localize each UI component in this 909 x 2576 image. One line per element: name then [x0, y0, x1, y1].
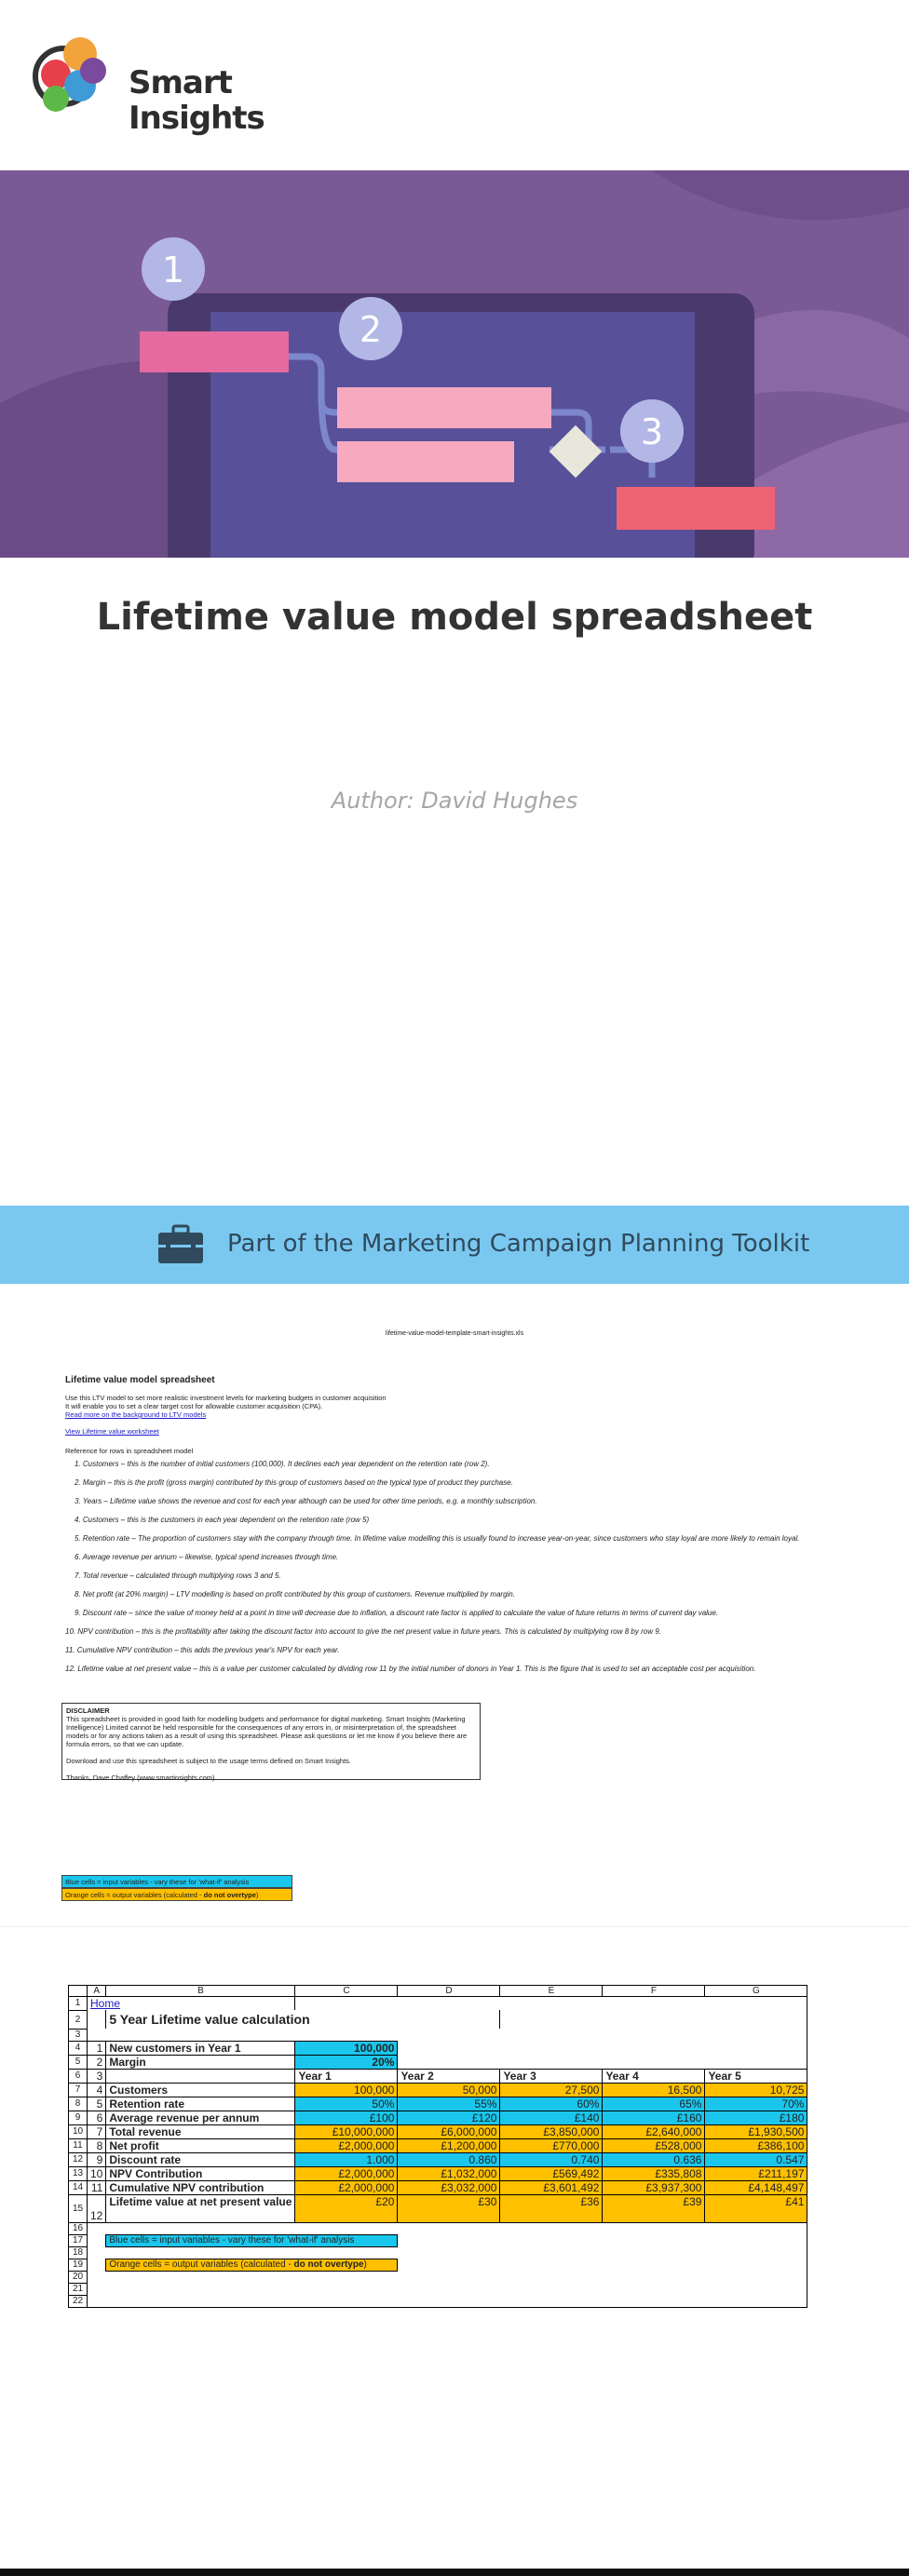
value-cell: 27,500: [500, 2083, 603, 2097]
logo-mark-icon: [28, 28, 121, 121]
column-header: C: [295, 1986, 398, 1997]
row-label: Net profit: [106, 2138, 295, 2152]
value-cell: £2,640,000: [603, 2124, 705, 2138]
row-notes-list: [65, 1455, 866, 1679]
banner-text: Part of the Marketing Campaign Planning Toolkit: [227, 1230, 810, 1258]
home-link[interactable]: Home: [90, 1997, 121, 2010]
input-cell[interactable]: £140: [500, 2111, 603, 2124]
toolkit-banner[interactable]: [0, 1206, 909, 1284]
value-cell: £386,100: [705, 2138, 807, 2152]
input-cell[interactable]: 60%: [500, 2097, 603, 2111]
value-cell: £335,808: [603, 2166, 705, 2180]
year-header: Year 4: [603, 2069, 705, 2083]
margin-row: 5 2 Margin 20%: [69, 2055, 807, 2069]
intro-line-1: Use this LTV model to set more realistic investment levels for marketing budgets in customer acquisition: [65, 1394, 387, 1402]
input-cell[interactable]: £160: [603, 2111, 705, 2124]
logo-wordmark: [129, 65, 265, 136]
workflow-illustration: [0, 170, 909, 558]
legend-blue-cells: Blue cells = input variables - vary these for 'what-if' analysis: [61, 1875, 292, 1888]
customers-row: 7 4 Customers 100,000 50,000 27,500 16,500 10,725: [69, 2083, 807, 2097]
new-customers-input[interactable]: 100,000: [295, 2041, 398, 2055]
input-cell[interactable]: £180: [705, 2111, 807, 2124]
author-line: Author: David Hughes: [331, 788, 578, 814]
note-item: 3. Years – Lifetime value shows the revenue and cost for each year although can be used for other time periods, e.g. a monthly subscription.: [75, 1497, 537, 1505]
column-header: B: [106, 1986, 295, 1997]
input-cell[interactable]: 55%: [398, 2097, 500, 2111]
spreadsheet-page-1: [0, 1284, 909, 1927]
row-label: Retention rate: [106, 2097, 295, 2111]
year-header: Year 2: [398, 2069, 500, 2083]
smart-insights-logo[interactable]: [28, 28, 265, 137]
margin-input[interactable]: 20%: [295, 2055, 398, 2069]
grid-row-2: 2 5 Year Lifetime value calculation: [69, 2010, 807, 2029]
margin-label: Margin: [106, 2055, 295, 2069]
note-item: 11. Cumulative NPV contribution – this adds the previous year's NPV for each year.: [65, 1646, 340, 1654]
value-cell: £1,930,500: [705, 2124, 807, 2138]
legend-blue-grid: Blue cells = input variables - vary these for 'what-if' analysis: [106, 2234, 398, 2246]
net-profit-row: 11 8 Net profit £2,000,000 £1,200,000 £770,000 £528,000 £386,100: [69, 2138, 807, 2152]
input-cell[interactable]: 0.860: [398, 2152, 500, 2166]
ltv-calculation-grid: A B C D E F G 1 Home 2 5 Year Lifetime value calculation 3 4 1 New customers in Year 1 100,000 5 2 Margin 20% 6 3 Year 1 Year 2 Year 3 Year 4 Year 5 7 4 Customers 100,000 50,000 27,500 16,500 10,725 8 5 Retention rate 50% 55% 60% 65% 70% 9 6 Average revenue per annum £100 £120 £140 £160 £180 10 7 Total revenue £10,000,000 £6,000,000 £3,850,000 £2,640,000 £1,930,500 11 8 Net profit £2,000,000 £1,200,000 £770,000 £528,000 £386,100 12 9 Discount rate 1.000 0.860 0.740 0.636 0.547 13 10 NPV Contribution £2,000,000 £1,032,000 £569,492 £335,808 £211,197 14 11 Cumulative NPV contribution £2,000,000 £3,032,000 £3,601,492 £3,937,300 £4,148,497 15 12 Lifetime value at net present value £20 £30 £36 £39 £41 16 17 Blue cells = input variables - vary these for 'what-if' analysis 18 19 Orange cells = output variables (calculated - do not overtype) 20 21 22: [68, 1985, 807, 2308]
value-cell: £3,032,000: [398, 2180, 500, 2194]
value-cell: £211,197: [705, 2166, 807, 2180]
hero-illustration: [0, 170, 909, 558]
note-item: 10. NPV contribution – this is the profitability after taking the discount factor into account to give the net present value in future years. This is calculated by multiplying row 8 by row 9.: [65, 1627, 661, 1636]
discount-rate-row: 12 9 Discount rate 1.000 0.860 0.740 0.636 0.547: [69, 2152, 807, 2166]
npv-contribution-row: 13 10 NPV Contribution £2,000,000 £1,032,000 £569,492 £335,808 £211,197: [69, 2166, 807, 2180]
year-header: Year 5: [705, 2069, 807, 2083]
new-customers-label: New customers in Year 1: [106, 2041, 295, 2055]
year-header: Year 3: [500, 2069, 603, 2083]
years-row: 6 3 Year 1 Year 2 Year 3 Year 4 Year 5: [69, 2069, 807, 2083]
input-cell[interactable]: 50%: [295, 2097, 398, 2111]
legend-orange-close: ): [255, 1891, 259, 1899]
value-cell: £10,000,000: [295, 2124, 398, 2138]
value-cell: £2,000,000: [295, 2138, 398, 2152]
note-item: 12. Lifetime value at net present value – this is a value per customer calculated by dividing row 11 by the initial number of donors in Year 1. This is the figure that is used to set an acceptable cost per acquisition.: [65, 1665, 756, 1673]
value-cell: £3,937,300: [603, 2180, 705, 2194]
disclaimer-box: [61, 1703, 481, 1780]
column-header-row: [69, 1986, 807, 1997]
note-item: 5. Retention rate – The proportion of customers stay with the company through time. In lifetime value modelling this is usually found to increase year-on-year, since customers who stay loyal are more likely to remain loyal.: [75, 1534, 800, 1543]
column-header: E: [500, 1986, 603, 1997]
input-cell[interactable]: 70%: [705, 2097, 807, 2111]
row-label: Customers: [106, 2083, 295, 2097]
disclaimer-thanks: Thanks, Dave Chaffey (www.smartinsights.com).: [66, 1774, 217, 1782]
logo-line-1: Smart: [129, 64, 232, 101]
legend-orange-cells: [61, 1888, 292, 1901]
input-cell[interactable]: 65%: [603, 2097, 705, 2111]
input-cell[interactable]: 0.547: [705, 2152, 807, 2166]
input-cell[interactable]: 0.740: [500, 2152, 603, 2166]
value-cell: £41: [705, 2194, 807, 2222]
year-header: Year 1: [295, 2069, 398, 2083]
value-cell: £1,032,000: [398, 2166, 500, 2180]
value-cell: £39: [603, 2194, 705, 2222]
value-cell: £36: [500, 2194, 603, 2222]
note-item: 7. Total revenue – calculated through multiplying rows 3 and 5.: [75, 1571, 281, 1580]
logo-line-2: Insights: [129, 100, 265, 137]
ltv-npv-row: 15 12 Lifetime value at net present value £20 £30 £36 £39 £41: [69, 2194, 807, 2222]
row-label: Total revenue: [106, 2124, 295, 2138]
intro-line-2: It will enable you to set a clear target cost for allowable customer acquisition (CPA).: [65, 1402, 323, 1410]
disclaimer-body: This spreadsheet is provided in good faith for modelling budgets and performance for digital marketing. Smart Insights (Marketing Intelligence) Limited cannot be held responsible for the consequences of any errors in, or misinterpretation of, the spreadsheet models or for any actions taken as a result of using this spreadsheet. Please ask questions or let me know if you believe there are formula errors, so that we can update.: [66, 1715, 468, 1748]
new-customers-row: 4 1 New customers in Year 1 100,000: [69, 2041, 807, 2055]
intro-text: [65, 1394, 387, 1436]
value-cell: £1,200,000: [398, 2138, 500, 2152]
column-header: D: [398, 1986, 500, 1997]
row-label: NPV Contribution: [106, 2166, 295, 2180]
total-revenue-row: 10 7 Total revenue £10,000,000 £6,000,000 £3,850,000 £2,640,000 £1,930,500: [69, 2124, 807, 2138]
disclaimer-title: DISCLAIMER: [66, 1706, 110, 1715]
value-cell: £3,601,492: [500, 2180, 603, 2194]
value-cell: 16,500: [603, 2083, 705, 2097]
sheet-title: Lifetime value model spreadsheet: [65, 1375, 215, 1385]
input-cell[interactable]: £120: [398, 2111, 500, 2124]
value-cell: 10,725: [705, 2083, 807, 2097]
value-cell: 100,000: [295, 2083, 398, 2097]
reference-heading: Reference for rows in spreadsheet model: [65, 1447, 194, 1455]
grid-title: 5 Year Lifetime value calculation: [106, 2010, 500, 2029]
value-cell: £4,148,497: [705, 2180, 807, 2194]
column-header: G: [705, 1986, 807, 1997]
row-label: Cumulative NPV contribution: [106, 2180, 295, 2194]
page-bottom-bar: [0, 2569, 909, 2576]
note-item: 9. Discount rate – since the value of money held at a point in time will decrease due to inflation, a discount rate factor is applied to calculate the value of future returns in terms of current day value.: [75, 1609, 719, 1617]
cumulative-npv-row: 14 11 Cumulative NPV contribution £2,000,000 £3,032,000 £3,601,492 £3,937,300 £4,148,497: [69, 2180, 807, 2194]
input-cell[interactable]: £100: [295, 2111, 398, 2124]
retention-rate-row: 8 5 Retention rate 50% 55% 60% 65% 70%: [69, 2097, 807, 2111]
legend-orange-text: Orange cells = output variables (calculated -: [65, 1891, 204, 1899]
value-cell: £2,000,000: [295, 2180, 398, 2194]
note-item: 1. Customers – this is the number of initial customers (100,000). It declines each year dependent on the retention rate (row 2).: [75, 1460, 490, 1468]
note-item: 8. Net profit (at 20% margin) – LTV modelling is based on profit contributed by this group of customers. Revenue multiplied by margin.: [75, 1590, 515, 1598]
file-name: lifetime-value-model-template-smart-insights.xls: [385, 1330, 524, 1337]
grid-row-1: 1 Home: [69, 1997, 807, 2011]
note-item: 2. Margin – this is the profit (gross margin) contributed by this group of customers based on the typical type of product they purchase.: [75, 1478, 513, 1487]
note-item: 6. Average revenue per annum – likewise, typical spend increases through time.: [75, 1553, 339, 1561]
row-label: Discount rate: [106, 2152, 295, 2166]
value-cell: £3,850,000: [500, 2124, 603, 2138]
input-cell[interactable]: 1.000: [295, 2152, 398, 2166]
column-header: A: [88, 1986, 106, 1997]
column-header: F: [603, 1986, 705, 1997]
value-cell: £770,000: [500, 2138, 603, 2152]
disclaimer-terms: Download and use this spreadsheet is subject to the usage terms defined on Smart Insights.: [66, 1757, 352, 1765]
step-1-label: 1: [161, 250, 185, 290]
page-title: Lifetime value model spreadsheet: [96, 596, 813, 639]
value-cell: £2,000,000: [295, 2166, 398, 2180]
legend-orange-grid: Orange cells = output variables (calculated - do not overtype): [106, 2259, 398, 2271]
value-cell: £569,492: [500, 2166, 603, 2180]
view-worksheet-link[interactable]: View Lifetime value worksheet: [65, 1427, 159, 1436]
input-cell[interactable]: 0.636: [603, 2152, 705, 2166]
corner-cell: [69, 1986, 88, 1997]
value-cell: £528,000: [603, 2138, 705, 2152]
value-cell: £6,000,000: [398, 2124, 500, 2138]
value-cell: £30: [398, 2194, 500, 2222]
note-item: 4. Customers – this is the customers in each year dependent on the retention rate (row 5): [75, 1516, 370, 1524]
briefcase-icon: [156, 1224, 205, 1265]
row-label: Lifetime value at net present value: [106, 2194, 295, 2222]
step-3-label: 3: [640, 411, 664, 452]
avg-revenue-row: 9 6 Average revenue per annum £100 £120 £140 £160 £180: [69, 2111, 807, 2124]
background-link[interactable]: Read more on the background to LTV models: [65, 1410, 207, 1419]
value-cell: 50,000: [398, 2083, 500, 2097]
value-cell: £20: [295, 2194, 398, 2222]
step-2-label: 2: [359, 309, 383, 350]
legend-orange-bold: do not overtype: [203, 1891, 256, 1899]
row-label: Average revenue per annum: [106, 2111, 295, 2124]
